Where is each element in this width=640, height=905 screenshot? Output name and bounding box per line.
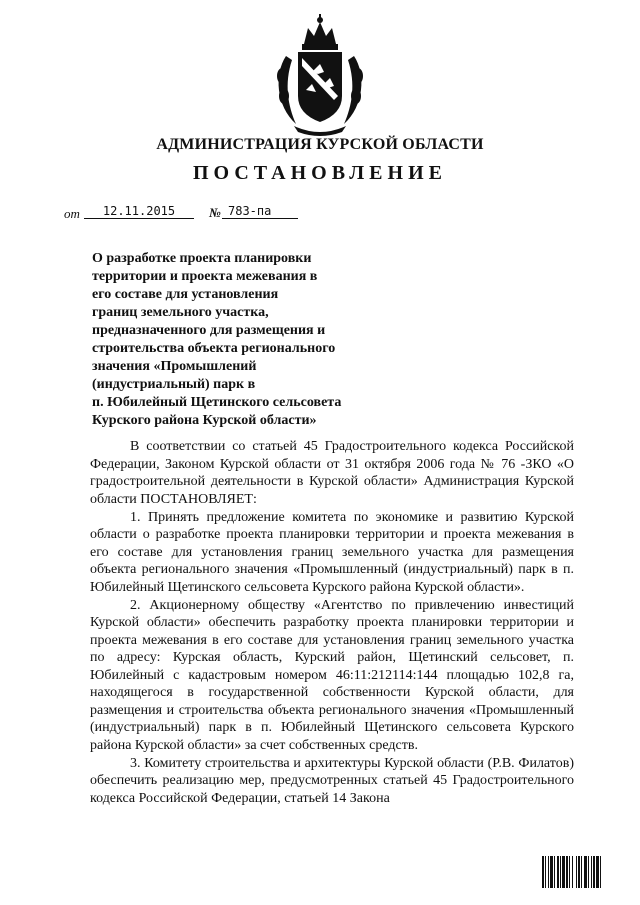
document-date: 12.11.2015 [84,204,194,219]
subject-line: территории и проекта межевания в [92,269,318,284]
subject-line: значения «Промышлений [92,359,257,374]
preamble-paragraph: В соответствии со статьей 45 Градостроительного кодекса Российской Федерации, Законом Курской области от 31 октября 2006 года № 76 -ЗКО «О градостроительной деятельности в Курской области» Администрация Курской области ПОСТАНОВЛЯЕТ: [90,439,574,507]
coat-of-arms-emblem [268,14,372,136]
clause-paragraph-1: 1. Принять предложение комитета по экономике и развитию Курской области о разработке проекта планировки территории и проекта межевания в его составе для установления границ земельного участка для размещения объекта регионального значения «Промышленный (индустриальный) парк в п. Юбилейный Щетинского сельсовета Курского района Курской области». [90,509,574,595]
date-label: от [64,206,80,221]
organization-title: АДМИНИСТРАЦИЯ КУРСКОЙ ОБЛАСТИ [156,136,484,153]
subject-line: его составе для установления [92,287,279,302]
subject-line: п. Юбилейный Щетинского сельсовета [92,395,342,410]
document-subject [92,250,382,430]
clause-paragraph-3: 3. Комитету строительства и архитектуры Курской области (Р.В. Филатов) обеспечить реализацию мер, предусмотренных статьей 45 Градостроительного кодекса Российской Федерации, статьей 14 Закона [90,755,574,806]
subject-line: строительства объекта регионального [92,341,336,356]
clause-paragraph-2: 2. Акционерному обществу «Агентство по привлечению инвестиций Курской области» обеспечить разработку проекта планировки территории и проекта межевания в его составе для установления границ земельного участка по адресу: Курская область, Курский район, Щетинский сельсовет, п. Юбилейный с кадастровым номером 46:11:212114:144 площадью 102,8 га, находящегося в государственной собственности Курской области, для размещения и строительства объекта регионального значения «Промышленный (индустриальный) парк в п. Юбилейный Щетинского сельсовета Курского района Курской области» за счет собственных средств. [90,597,574,753]
subject-line: Курского района Курской области» [92,413,317,428]
barcode [542,856,630,888]
document-type-title: ПОСТАНОВЛЕНИЕ [193,162,447,184]
subject-line: (индустриальный) парк в [92,377,256,392]
subject-line: О разработке проекта планировки [92,251,312,266]
document-number: 783-па [222,204,298,219]
document-body [90,438,574,807]
subject-line: предназначенного для размещения и [92,323,326,338]
number-label: № [209,205,221,220]
subject-line: границ земельного участка, [92,305,269,320]
